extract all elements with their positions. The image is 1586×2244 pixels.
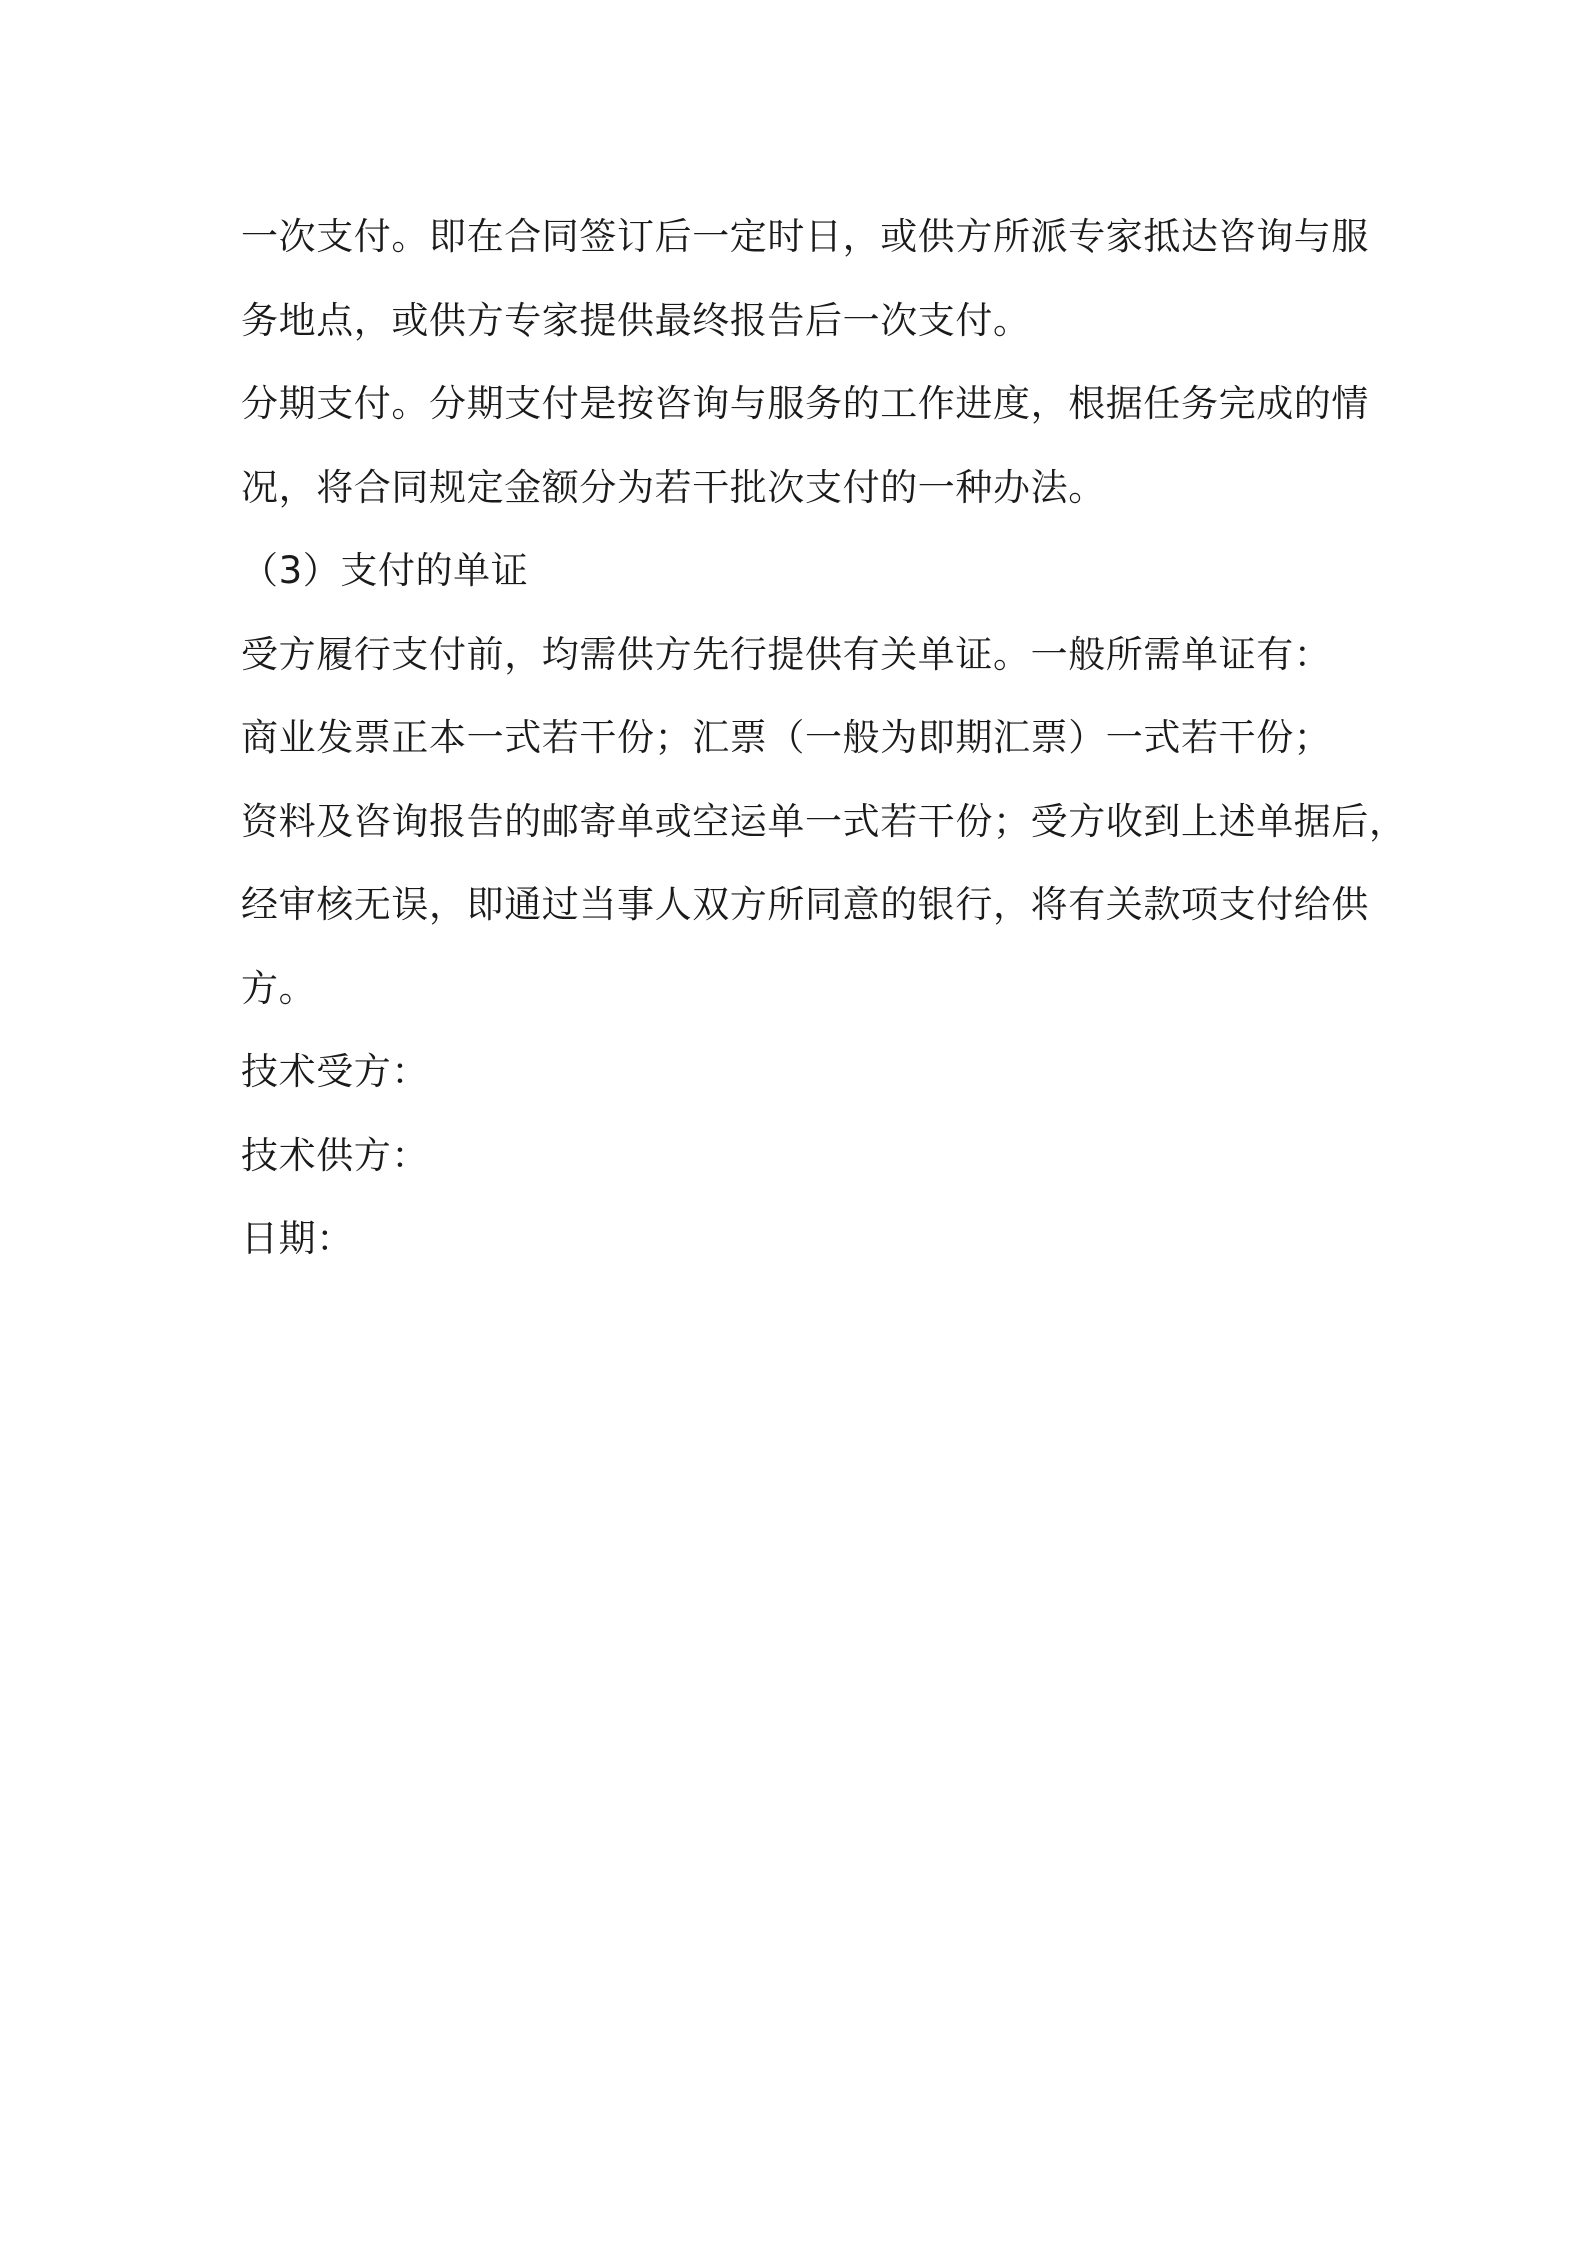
signature-field-supplier: 技术供方： [241,1133,429,1177]
paragraph-line: 况，将合同规定金额分为若干批次支付的一种办法。 [241,465,1106,509]
paragraph-line: 一次支付。即在合同签订后一定时日，或供方所派专家抵达咨询与服 [241,215,1369,258]
paragraph-line: 资料及咨询报告的邮寄单或空运单一式若干份；受方收到上述单据后， [241,799,1407,843]
paragraph-line: 方。 [241,966,317,1010]
paragraph-line: 受方履行支付前，均需供方先行提供有关单证。一般所需单证有： [241,632,1332,676]
paragraph-line: 商业发票正本一式若干份；汇票（一般为即期汇票）一式若干份； [241,716,1332,759]
paragraph-line: 务地点，或供方专家提供最终报告后一次支付。 [241,298,1031,342]
document-body [241,195,1407,1281]
signature-field-date: 日期： [241,1217,354,1260]
paragraph-line: 经审核无误，即通过当事人双方所同意的银行，将有关款项支付给供 [241,883,1369,926]
signature-field-recipient: 技术受方： [241,1050,429,1093]
paragraph-line: 分期支付。分期支付是按咨询与服务的工作进度，根据任务完成的情 [241,382,1369,425]
section-heading: （3）支付的单证 [241,549,529,592]
